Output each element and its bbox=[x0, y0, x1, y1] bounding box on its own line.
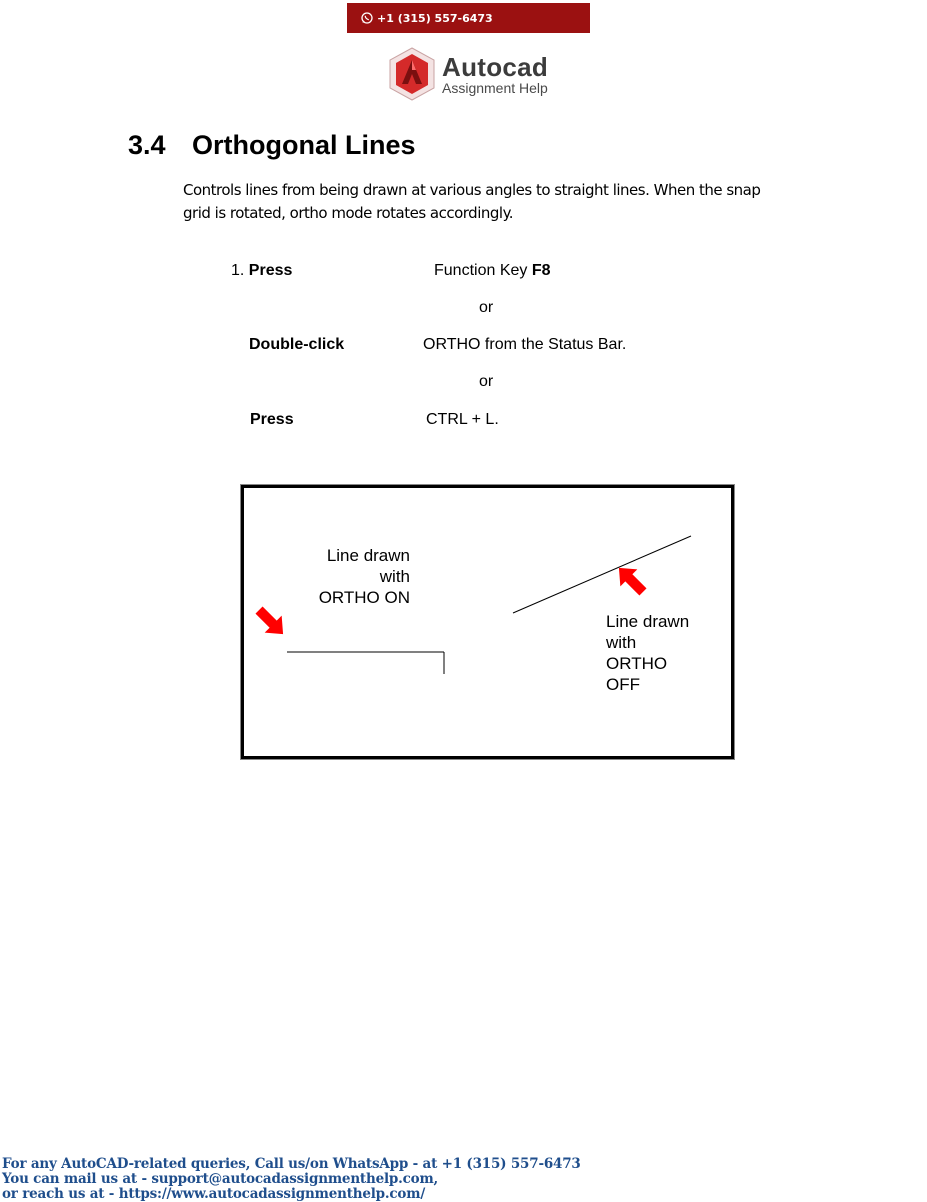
intro-line-1: Controls lines from being drawn at various angles to straight lines. When the snap bbox=[183, 181, 761, 199]
step-3-action-label: Press bbox=[250, 411, 294, 428]
whatsapp-icon bbox=[361, 12, 373, 24]
or-separator-2: or bbox=[479, 373, 494, 390]
phone-number[interactable]: +1 (315) 557-6473 bbox=[377, 11, 493, 25]
step-1-key: F8 bbox=[531, 262, 551, 279]
section-heading bbox=[128, 130, 416, 161]
step-2-action-label: Double-click bbox=[249, 336, 345, 353]
step-1-action bbox=[231, 262, 292, 280]
ortho-off-label-line-4: OFF bbox=[606, 675, 640, 694]
phone-banner bbox=[347, 3, 590, 33]
step-1-desc-text: Function Key bbox=[434, 262, 532, 279]
step-1-action-label: Press bbox=[248, 262, 293, 279]
step-2-action bbox=[249, 336, 344, 354]
ortho-off-label-line-1: Line drawn bbox=[606, 612, 690, 631]
logo-brand: Autocad bbox=[442, 52, 549, 82]
intro-line-2: grid is rotated, ortho mode rotates accordingly. bbox=[183, 204, 514, 222]
footer-line-2[interactable]: You can mail us at - support@autocadassignmenthelp.com, bbox=[2, 1171, 439, 1187]
section-title: Orthogonal Lines bbox=[192, 130, 416, 160]
step-3-desc: CTRL + L. bbox=[426, 411, 499, 428]
or-separator-1: or bbox=[479, 299, 494, 316]
autocad-logo-icon bbox=[386, 46, 438, 102]
autocad-logo bbox=[386, 46, 576, 102]
ortho-off-diagonal-line bbox=[513, 536, 691, 613]
intro-paragraph bbox=[183, 179, 803, 225]
ortho-on-label-line-3: ORTHO ON bbox=[318, 588, 410, 607]
ortho-off-label bbox=[606, 611, 689, 695]
contact-footer bbox=[2, 1157, 581, 1202]
footer-line-3[interactable]: or reach us at - https://www.autocadassignmenthelp.com/ bbox=[2, 1186, 426, 1202]
section-number: 3.4 bbox=[128, 130, 166, 160]
step-1-desc bbox=[434, 262, 551, 280]
ortho-off-arrow-icon bbox=[610, 559, 651, 600]
step-3-action bbox=[250, 411, 294, 429]
ortho-off-label-line-2: with bbox=[606, 633, 637, 652]
footer-line-1: For any AutoCAD-related queries, Call us/on WhatsApp - at +1 (315) 557-6473 bbox=[2, 1156, 581, 1172]
step-2-desc: ORTHO from the Status Bar. bbox=[423, 336, 627, 353]
ortho-on-label-line-2: with bbox=[379, 567, 410, 586]
ortho-on-arrow-icon bbox=[251, 602, 292, 643]
ortho-on-label-line-1: Line drawn bbox=[326, 546, 410, 565]
ortho-on-label bbox=[310, 545, 410, 608]
ortho-figure bbox=[241, 485, 734, 759]
step-1-number: 1. bbox=[231, 262, 245, 279]
ortho-off-label-line-3: ORTHO bbox=[606, 654, 668, 673]
logo-subtitle: Assignment Help bbox=[442, 80, 548, 96]
